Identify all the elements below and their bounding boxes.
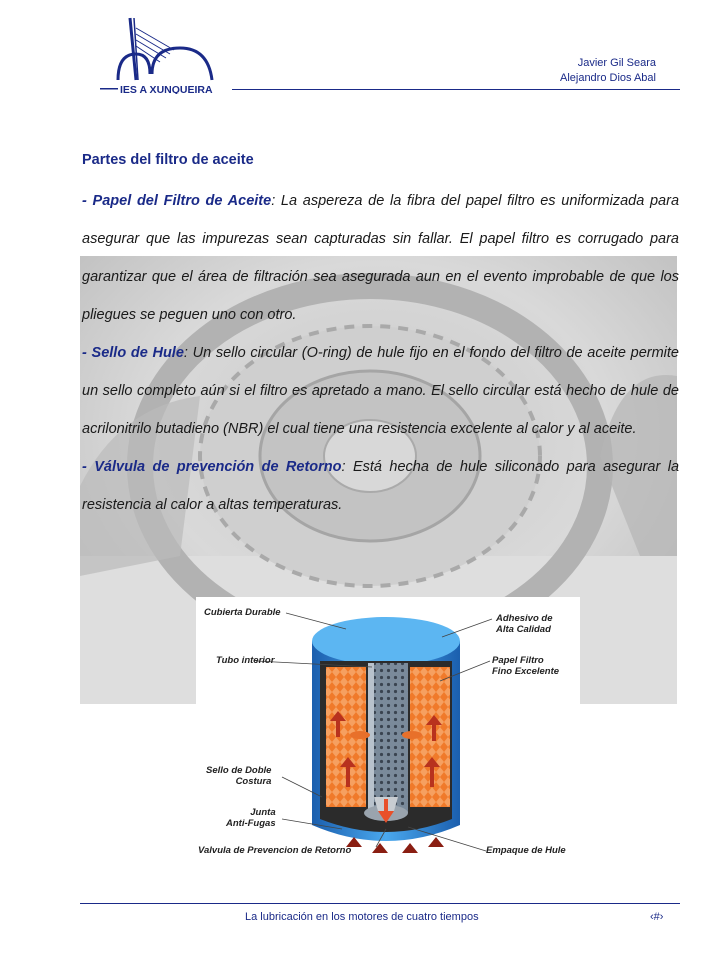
term-valvula-retorno: Válvula de prevención de Retorno xyxy=(94,459,342,475)
term-prefix: - xyxy=(82,345,92,361)
description-papel-filtro: : La aspereza de la fibra del papel filtro es uniformizada para asegurar que las impurezas sean capturadas sin fallar. El papel filtro es corrugado para garantizar que el área de filtración sea asegurada aun en el evento improbable de que los pliegues se peguen uno con otro. xyxy=(82,193,680,323)
logo-text: IES A XUNQUEIRA xyxy=(120,84,213,94)
label-empaque-hule: Empaque de Hule xyxy=(486,845,566,856)
school-logo xyxy=(100,14,240,94)
description-sello-hule: : Un sello circular (O-ring) de hule fijo en el fondo del filtro de aceite permite un sello completo aún si el filtro es apretado a mano. El sello circular está hecho de hule de acrilonitrilo butadieno (NBR) el cual tiene una resistencia excelente al calor y al aceite. xyxy=(82,345,679,437)
label-sello-doble-costura: Sello de Doble Costura xyxy=(206,765,272,787)
term-prefix: - xyxy=(82,459,95,475)
header-divider xyxy=(232,89,680,90)
paragraph-sello xyxy=(82,334,679,448)
footer-divider xyxy=(80,903,680,904)
paragraph-papel xyxy=(82,182,679,334)
term-prefix: - xyxy=(82,193,93,209)
description-valvula-retorno: : Está hecha de hule siliconado para asegurar la resistencia al calor a altas temperaturas. xyxy=(82,459,680,513)
oil-filter-diagram xyxy=(196,597,580,865)
author-name: Alejandro Dios Abal xyxy=(559,72,656,84)
page-number: ‹#› xyxy=(650,911,664,923)
term-papel-filtro: Papel del Filtro de Aceite xyxy=(92,193,272,209)
main-content xyxy=(82,148,679,524)
school-logo-graphic xyxy=(100,14,240,94)
section-title: Partes del filtro de aceite xyxy=(82,152,254,168)
label-papel-filtro: Papel Filtro Fino Excelente xyxy=(492,655,560,677)
label-tubo-interior: Tubo interior xyxy=(216,655,275,666)
label-cubierta-durable: Cubierta Durable xyxy=(204,607,281,618)
label-adhesivo: Adhesivo de Alta Calidad xyxy=(496,613,553,635)
paragraph-valvula xyxy=(82,448,679,524)
author-name: Javier Gil Seara xyxy=(577,57,656,69)
footer-title: La lubricación en los motores de cuatro tiempos xyxy=(245,911,479,923)
authors-block xyxy=(560,56,656,86)
label-valvula-retorno: Valvula de Prevencion de Retorno xyxy=(198,845,352,856)
term-sello-hule: Sello de Hule xyxy=(91,345,184,361)
label-junta-anti-fugas: Junta Anti-Fugas xyxy=(226,807,276,829)
